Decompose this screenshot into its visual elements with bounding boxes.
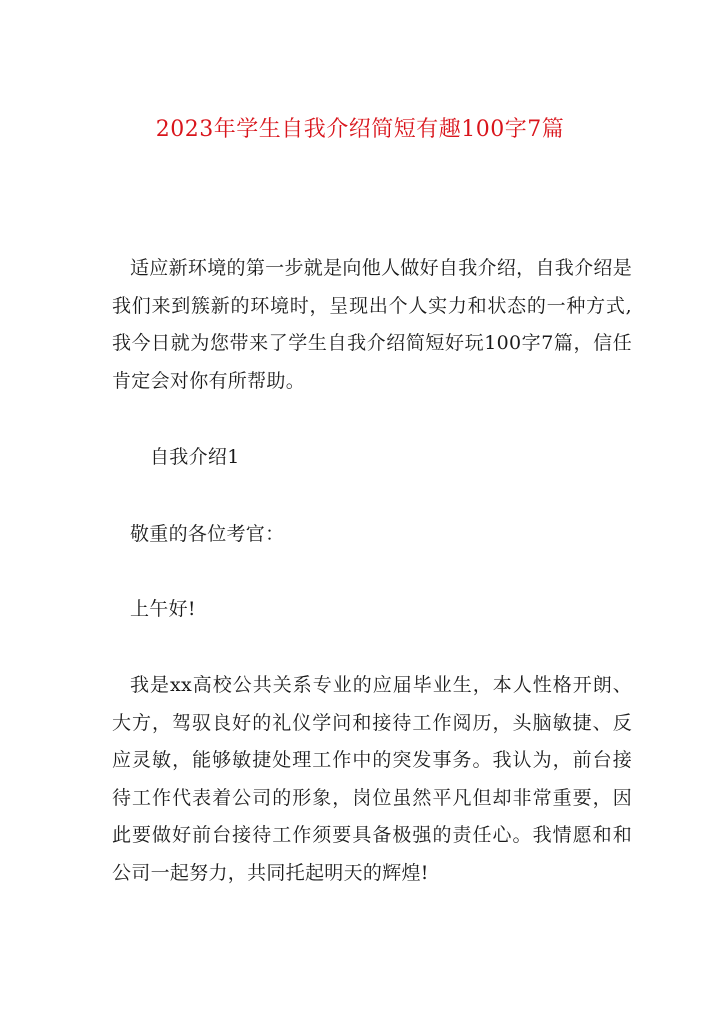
salutation-paragraph: 敬重的各位考官：	[130, 523, 285, 545]
section-heading: 自我介绍1	[150, 446, 240, 468]
intro-paragraph: 适应新环境的第一步就是向他人做好自我介绍，自我介绍是我们来到簇新的环境时，呈现出个人实力和状态的一种方式,我今日就为您带来了学生自我介绍简短好玩100字7篇，信任肯定会对你有所帮助。	[112, 257, 632, 392]
document-title: 2023年学生自我介绍简短有趣100字7篇	[155, 117, 565, 142]
greeting-paragraph: 上午好!	[130, 598, 196, 620]
body-paragraph: 我是xx高校公共关系专业的应届毕业生，本人性格开朗、大方，驾驭良好的礼仪学问和接待工作阅历，头脑敏捷、反应灵敏，能够敏捷处理工作中的突发事务。我认为，前台接待工作代表着公司的形象，岗位虽然平凡但却非常重要，因此要做好前台接待工作须要具备极强的责任心。我情愿和和公司一起努力，共同托起明天的辉煌!	[112, 674, 632, 884]
